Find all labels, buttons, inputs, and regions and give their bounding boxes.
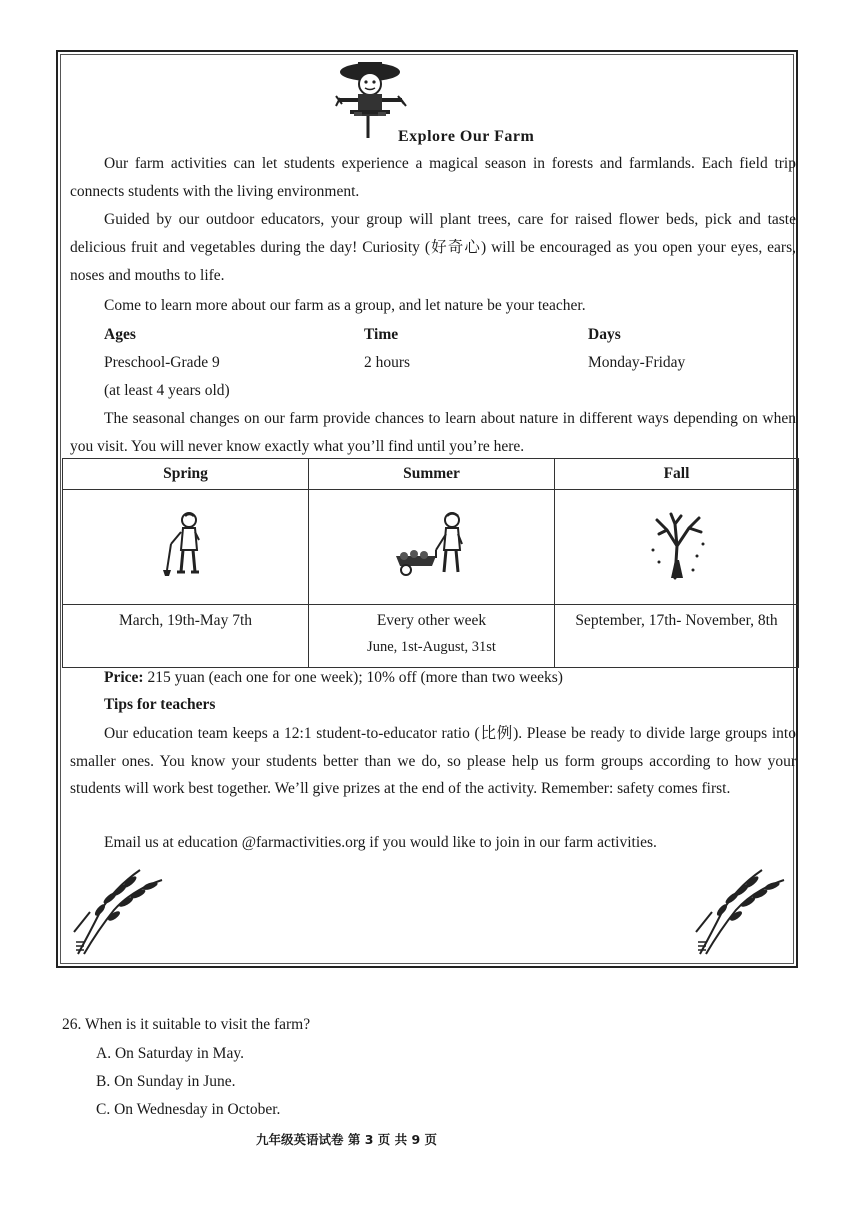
days-value: Monday-Friday xyxy=(588,354,686,371)
option-b: B. On Sunday in June. xyxy=(96,1073,236,1090)
page-footer: 九年级英语试卷 第 3 页 共 9 页 xyxy=(256,1132,438,1147)
question-stem: 26. When is it suitable to visit the farm? xyxy=(62,1016,311,1033)
spring-dates: March, 19th-May 7th xyxy=(63,605,309,668)
gardener-wheelbarrow-icon xyxy=(392,510,472,580)
tips-heading: Tips for teachers xyxy=(104,696,216,713)
ages-label: Ages xyxy=(104,326,136,343)
ages-value: Preschool-Grade 9 xyxy=(104,354,220,371)
summer-dates-cell xyxy=(309,605,555,668)
seasons-intro: The seasonal changes on our farm provide chances to learn about nature in different ways depending on when you visit. You will never know exactly what you’ll find until you’re here. xyxy=(70,410,796,455)
scarecrow-icon xyxy=(328,58,408,140)
price-line xyxy=(104,664,563,691)
spring-picture-cell xyxy=(63,490,309,605)
tips-paragraph: Our education team keeps a 12:1 student-to-educator ratio (比例). Please be ready to divide large groups into smaller ones. You know your students better than we do, so please help us form groups according to how your students will work best together. We’ll give prizes at the end of the activity. Remember: safety comes first. xyxy=(70,725,796,797)
summer-header: Summer xyxy=(309,459,555,490)
fall-picture-cell xyxy=(555,490,799,605)
spring-header: Spring xyxy=(63,459,309,490)
fall-header: Fall xyxy=(555,459,799,490)
days-label: Days xyxy=(588,326,621,343)
option-a: A. On Saturday in May. xyxy=(96,1045,244,1062)
bare-tree-icon xyxy=(645,510,709,580)
option-c: C. On Wednesday in October. xyxy=(96,1101,281,1118)
passage-title: Explore Our Farm xyxy=(398,128,535,145)
summer-picture-cell xyxy=(309,490,555,605)
price-label: Price: xyxy=(104,669,144,686)
wheat-right-icon xyxy=(692,862,792,958)
time-value: 2 hours xyxy=(364,354,411,371)
fall-dates: September, 17th- November, 8th xyxy=(555,605,799,668)
ages-note: (at least 4 years old) xyxy=(104,382,230,399)
intro-paragraph-1: Our farm activities can let students experience a magical season in forests and farmlands. Each field trip connects students with the living environment. xyxy=(70,155,796,200)
price-text: 215 yuan (each one for one week); 10% off (more than two weeks) xyxy=(147,669,563,686)
intro-paragraph-2: Guided by our outdoor educators, your group will plant trees, care for raised flower beds, pick and taste delicious fruit and vegetables during the day! Curiosity (好奇心) will be encouraged as you open your eyes, ears, noses and mouths to life. xyxy=(70,211,796,284)
gardener-digging-icon xyxy=(161,510,211,580)
seasons-table xyxy=(62,458,799,668)
time-label: Time xyxy=(364,326,399,343)
email-line: Email us at education @farmactivities.org if you would like to join in our farm activities. xyxy=(104,834,657,851)
summer-dates-line1: Every other week xyxy=(376,612,487,629)
summer-dates-line2: June, 1st-August, 31st xyxy=(367,639,496,655)
intro-paragraph-3: Come to learn more about our farm as a group, and let nature be your teacher. xyxy=(104,297,586,314)
wheat-left-icon xyxy=(70,862,170,958)
